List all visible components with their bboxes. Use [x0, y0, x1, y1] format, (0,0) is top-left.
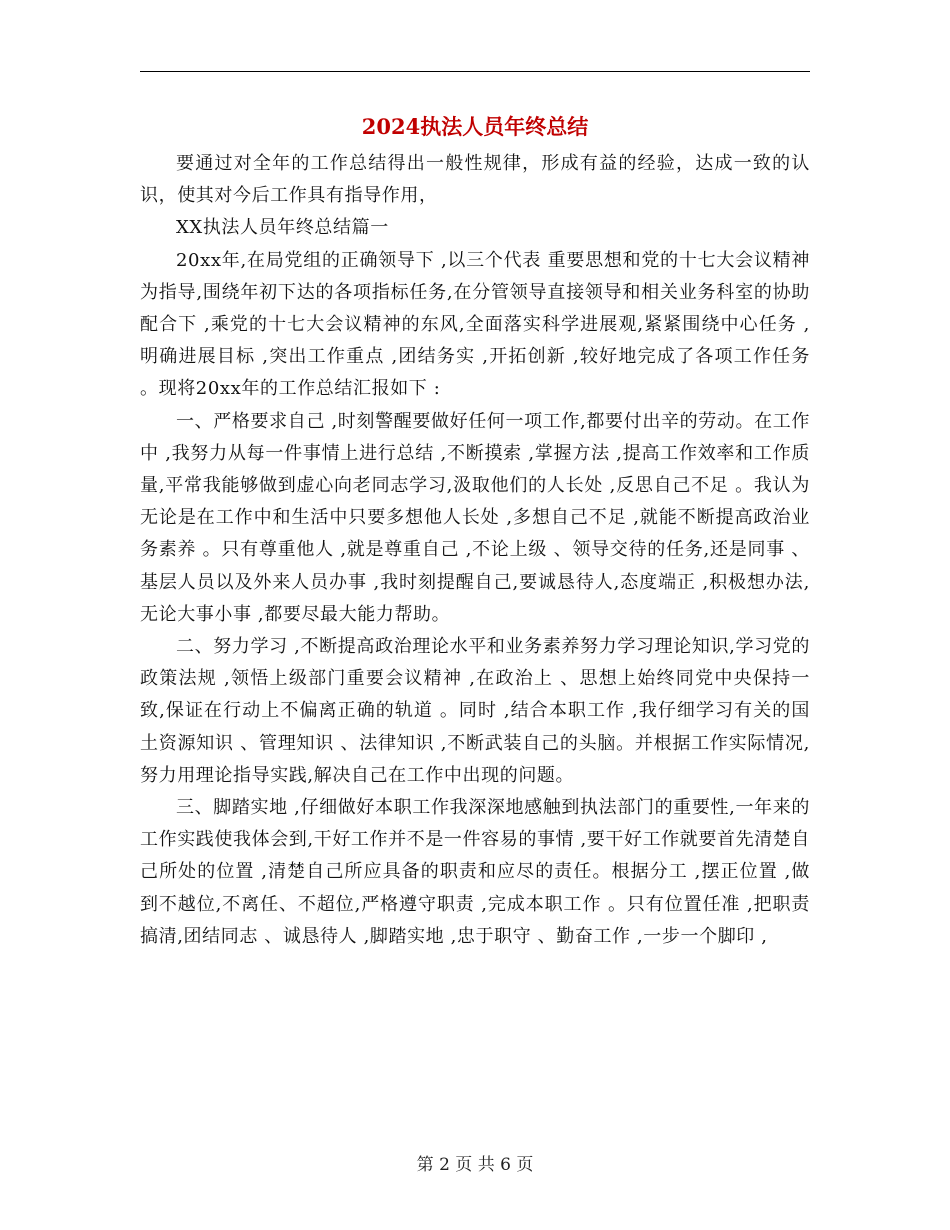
body-paragraph: 20xx年,在局党组的正确领导下 ,以三个代表 重要思想和党的十七大会议精神为指导,围绕年初下达的各项指标任务,在分管领导直接领导和相关业务科室的协助配合下 ,乘党的十七大会议精神的东风,全面落实科学进展观,紧紧围绕中心任务 ,明确进展目标 ,突出工作重点 ,团结务实 ,开拓创新 ,较好地完成了各项工作任务 。现将20xx年的工作总结汇报如下 :	[140, 249, 810, 400]
document-title: 2024执法人员年终总结	[361, 114, 589, 139]
section-heading: XX执法人员年终总结篇一	[176, 217, 389, 239]
header-rule	[140, 71, 810, 72]
body-paragraph: 三、脚踏实地 ,仔细做好本职工作我深深地感触到执法部门的重要性,一年来的工作实践使我体会到,干好工作并不是一件容易的事情 ,要干好工作就要首先清楚自己所处的位置 ,清楚自己所应具备的职责和应尽的责任。根据分工 ,摆正位置 ,做到不越位,不离任、不超位,严格遵守职责 ,完成本职工作 。只有位置任准 ,把职责搞清,团结同志 、诚恳待人 ,脚踏实地 ,忠于职守 、勤奋工作 ,一步一个脚印 ,	[140, 797, 810, 947]
document-body	[140, 148, 810, 953]
body-paragraph: 一、严格要求自己 ,时刻警醒要做好任何一项工作,都要付出辛的劳动。在工作中 ,我努力从每一件事情上进行总结 ,不断摸索 ,掌握方法 ,提高工作效率和工作质量,平常我能够做到虚心向老同志学习,汲取他们的人长处 ,反思自己不足 。我认为无论是在工作中和生活中只要多想他人长处 ,多想自己不足 ,就能不断提高政治业务素养 。只有尊重他人 ,就是尊重自己 ,不论上级 、领导交待的任务,还是同事 、基层人员以及外来人员办事 ,我时刻提醒自己,要诚恳待人,态度端正 ,积极想办法,无论大事小事 ,都要尽最大能力帮助。	[140, 410, 810, 625]
intro-paragraph: 要通过对全年的工作总结得出一般性规律，形成有益的经验，达成一致的认识，使其对今后工作具有指导作用，	[140, 153, 810, 207]
body-paragraph: 二、努力学习 ,不断提高政治理论水平和业务素养努力学习理论知识,学习党的政策法规 ,领悟上级部门重要会议精神 ,在政治上 、思想上始终同党中央保持一致,保证在行动上不偏离正确的轨道 。同时 ,结合本职工作 ,我仔细学习有关的国土资源知识 、管理知识 、法律知识 ,不断武装自己的头脑。并根据工作实际情况,努力用理论指导实践,解决自己在工作中出现的问题。	[140, 636, 810, 786]
page-number-footer: 第 2 页 共 6 页	[416, 1155, 534, 1175]
